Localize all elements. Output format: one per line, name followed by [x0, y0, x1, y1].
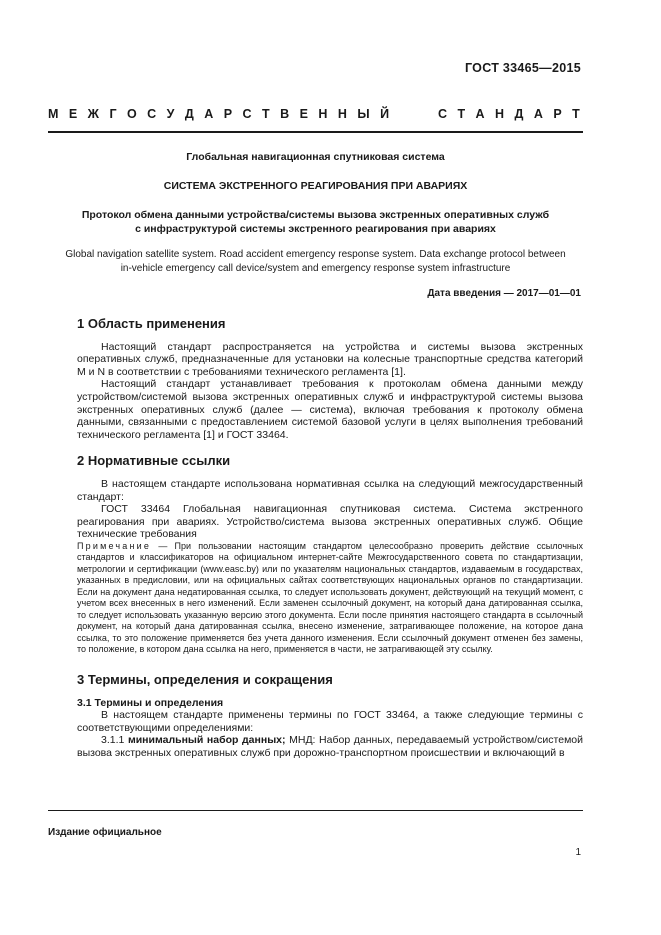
banner-letter: Е	[299, 107, 308, 121]
section-2-paragraph-1: В настоящем стандарте использована нормативная ссылка на следующий межгосударственный стандарт:	[77, 477, 583, 503]
banner-letter: С	[437, 107, 447, 121]
section-1-paragraph-2: Настоящий стандарт устанавливает требования к протоколам обмена данными между устройством/системой вызова экстренных оперативных служб и инфраструктурой системы вызова экстренных оперативных служб (далее — система), включая требования к протоколу обмена данными, связанными с предоставлением системой базовой услуги в целях выполнения требований технического регламента [1] и ГОСТ 33464.	[77, 378, 583, 441]
interstate-standard-banner	[48, 107, 580, 121]
banner-letter: Н	[337, 107, 347, 121]
gost-code: ГОСТ 33465—2015	[464, 61, 581, 75]
section-3-heading: 3 Термины, определения и сокращения	[77, 671, 333, 687]
banner-letter: Ж	[87, 107, 99, 121]
banner-letter: А	[204, 107, 214, 121]
title-protocol-line1: Протокол обмена данными устройства/системы вызова экстренных оперативных служб	[81, 209, 550, 221]
term-definition: МНД: Набор данных, передаваемый устройством/системой вызова экстренных оперативных служб при дорожно-транспортном происшествии и включающий в	[77, 734, 583, 759]
section-3-1-heading: 3.1 Термины и определения	[77, 696, 224, 709]
document-body	[77, 318, 583, 759]
banner-letter: Т	[457, 107, 466, 121]
section-2-reference: ГОСТ 33464 Глобальная навигационная спутниковая система. Система экстренного реагирования при авариях. Устройство/система вызова экстренных оперативных служб. Общие технические требования	[77, 503, 583, 541]
banner-letter: А	[475, 107, 485, 121]
title-protocol	[48, 209, 583, 236]
section-1-paragraph-1: Настоящий стандарт распространяется на устройства и системы вызова экстренных оперативных служб, предназначенные для установки на колесные транспортные средства категорий М и N в соответствии с требованиями технического регламента [1].	[77, 340, 583, 378]
term-3-1-1	[77, 734, 583, 759]
banner-letter: Т	[572, 107, 580, 121]
section-3-paragraph-1: В настоящем стандарте применены термины по ГОСТ 33464, а также следующие термины с соответствующими определениями:	[77, 709, 583, 734]
banner-letter: А	[533, 107, 543, 121]
banner-letter: Ы	[357, 107, 370, 121]
page-number: 1	[575, 847, 581, 858]
banner-letter: Т	[262, 107, 270, 121]
title-system: Глобальная навигационная спутниковая система	[186, 151, 445, 163]
title-main: СИСТЕМА ЭКСТРЕННОГО РЕАГИРОВАНИЯ ПРИ АВАРИЯХ	[163, 180, 468, 192]
banner-letter: Е	[68, 107, 78, 121]
official-edition-label: Издание официальное	[48, 827, 162, 838]
banner-letter: Д	[184, 107, 194, 121]
note-text: — При пользовании настоящим стандартом целесообразно проверить действие ссылочных стандартов и классификаторов на официальном интернет-сайте Межгосударственного совета по стандартизации, метрологии и сертификации (www.easc.by) или по указателям национальных стандартов, издаваемым в государствах, указанных в предисловии, или на официальных сайтах соответствующих национальных органов по стандартизации. Если на документ дана недатированная ссылка, то следует использовать документ, действующий на текущий момент, с учетом всех внесенных в него изменений. Если заменен ссылочный документ, на который дана датированная ссылка, то следует использовать указанную версию этого документа. Если после принятия настоящего стандарта в ссылочный документ, на который дана датированная ссылка, внесено изменение, затрагивающее положение, на которое дана ссылка, то это положение применяется без учета данного изменения. Если ссылочный документ отменен без замены, то положение, в котором дана ссылка на него, применяется в части, не затрагивающей эту ссылку.	[77, 540, 583, 655]
title-english-line2: in-vehicle emergency call device/system and emergency response system infrastructure	[120, 262, 511, 274]
banner-letter: Р	[223, 107, 233, 121]
section-2-note	[77, 541, 583, 656]
footer-rule	[48, 810, 583, 811]
title-protocol-line2: с инфраструктурой системы экстренного реагирования при авариях	[135, 222, 496, 235]
section-1-heading: 1 Область применения	[77, 316, 226, 331]
term-name: минимальный набор данных;	[127, 734, 286, 747]
banner-letter: Н	[495, 107, 505, 121]
banner-letter: Н	[318, 107, 328, 121]
banner-letter: О	[126, 107, 137, 121]
banner-gap	[400, 107, 428, 121]
banner-letter: Д	[514, 107, 524, 121]
banner-letter: Р	[553, 107, 562, 121]
banner-letter: У	[166, 107, 175, 121]
note-label: Примечание	[77, 540, 152, 551]
banner-letter: Г	[109, 107, 117, 121]
section-2-heading: 2 Нормативные ссылки	[77, 453, 231, 469]
banner-letter: С	[147, 107, 157, 121]
banner-letter: Й	[380, 107, 390, 121]
banner-letter: С	[242, 107, 252, 121]
title-block	[48, 151, 583, 275]
introduction-date: Дата введения — 2017—01—01	[427, 288, 581, 299]
term-number: 3.1.1	[101, 734, 125, 747]
banner-letter: М	[48, 107, 59, 121]
title-english-line1: Global navigation satellite system. Road accident emergency response system. Data exchange protocol between	[65, 249, 566, 260]
banner-letter: В	[280, 107, 290, 121]
header-rule	[48, 131, 583, 133]
title-english	[48, 248, 583, 275]
